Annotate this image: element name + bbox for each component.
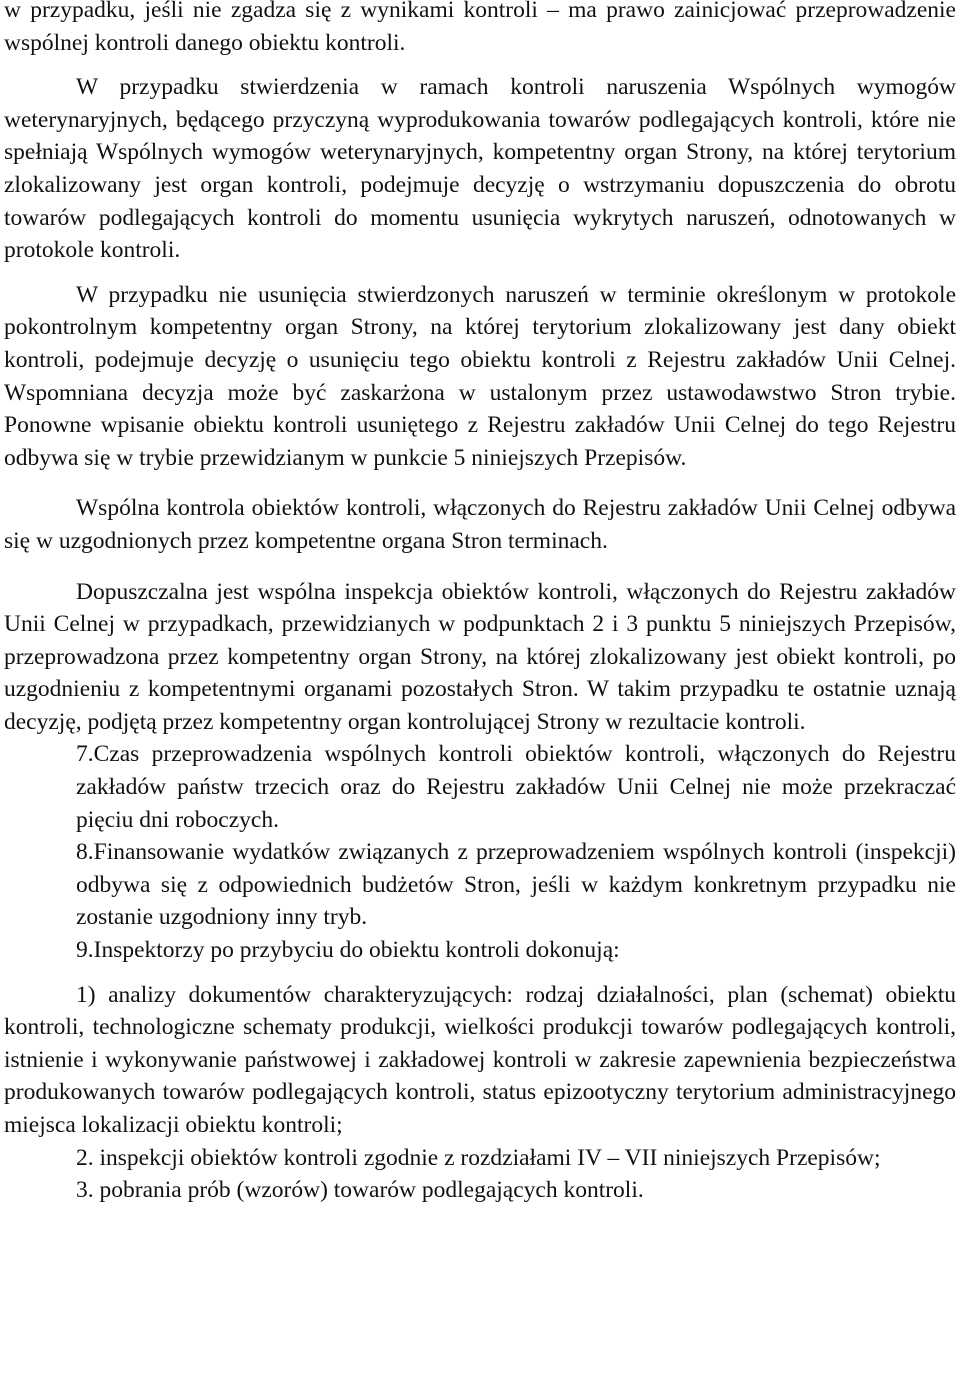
paragraph-joint-inspection: Dopuszczalna jest wspólna inspekcja obiektów kontroli, włączonych do Rejestru zakładów Unii Celnej w przypadkach, przewidzianych w podpunktach 2 i 3 punktu 5 niniejszych Przepisów, przeprowadzona przez kompetentny organ Strony, na której zlokalizowany jest obiekt kontroli, po uzgodnieniu z kompetentnymi organami pozostałych Stron. W takim przypadku te ostatnie uznają decyzję, podjętą przez kompetentny organ kontrolującej Strony w rezultacie kontroli. [4, 578, 956, 735]
paragraph-register-removal: W przypadku nie usunięcia stwierdzonych naruszeń w terminie określonym w protokole pokontrolnym kompetentny organ Strony, na której terytorium zlokalizowany jest dany obiekt kontroli, podejmuje decyzję o usunięciu tego obiektu kontroli z Rejestru zakładów Unii Celnej. Wspomniana decyzja może być zaskarżona w ustalonym przez ustawodawstwo Stron trybie. Ponowne wpisanie obiektu kontroli usuniętego z Rejestru zakładów Unii Celnej do tego Rejestru odbywa się w trybie przewidzianym w punkcie 5 niniejszych Przepisów. [4, 281, 956, 471]
sub-item-3: 3. pobrania prób (wzorów) towarów podlegających kontroli. [76, 1177, 644, 1204]
sub-item-1: 1) analizy dokumentów charakteryzujących: rodzaj działalności, plan (schemat) obiektu kontroli, technologiczne schematy produkcji, wielkości produkcji towarów podlegających kontroli, istnienie i wykonywanie państwowej i zakładowej kontroli w zakresie zapewnienia bezpieczeństwa produkowanych towarów podlegających kontroli, status epizootyczny terytorium administracyjnego miejsca lokalizacji obiektu kontroli; [4, 981, 956, 1138]
numbered-item-9: 9.Inspektorzy po przybyciu do obiektu kontroli dokonują: [76, 937, 620, 964]
paragraph-violations: W przypadku stwierdzenia w ramach kontroli naruszenia Wspólnych wymogów weterynaryjnych, będącego przyczyną wyprodukowania towarów podlegających kontroli, które nie spełniają Wspólnych wymogów weterynaryjnych, kompetentny organ Strony, na której terytorium zlokalizowany jest organ kontroli, podejmuje decyzję o wstrzymaniu dopuszczenia do obrotu towarów podlegających kontroli do momentu usunięcia wykrytych naruszeń, odnotowanych w protokole kontroli. [4, 74, 956, 264]
paragraph-joint-control: Wspólna kontrola obiektów kontroli, włączonych do Rejestru zakładów Unii Celnej odbywa się w uzgodnionych przez kompetentne organa Stron terminach. [4, 495, 956, 554]
numbered-item-7: 7.Czas przeprowadzenia wspólnych kontroli obiektów kontroli, włączonych do Rejestru zakładów państw trzecich oraz do Rejestru zakładów Unii Celnej nie może przekraczać pięciu dni roboczych. [76, 741, 956, 833]
paragraph-continuation: w przypadku, jeśli nie zgadza się z wynikami kontroli – ma prawo zainicjować przeprowadzenie wspólnej kontroli danego obiektu kontroli. [4, 0, 956, 56]
sub-item-2: 2. inspekcji obiektów kontroli zgodnie z rozdziałami IV – VII niniejszych Przepisów; [76, 1144, 881, 1171]
numbered-item-8: 8.Finansowanie wydatków związanych z przeprowadzeniem wspólnych kontroli (inspekcji) odbywa się z odpowiednich budżetów Stron, jeśli w każdym konkretnym przypadku nie zostanie uzgodniony inny tryb. [76, 839, 956, 931]
